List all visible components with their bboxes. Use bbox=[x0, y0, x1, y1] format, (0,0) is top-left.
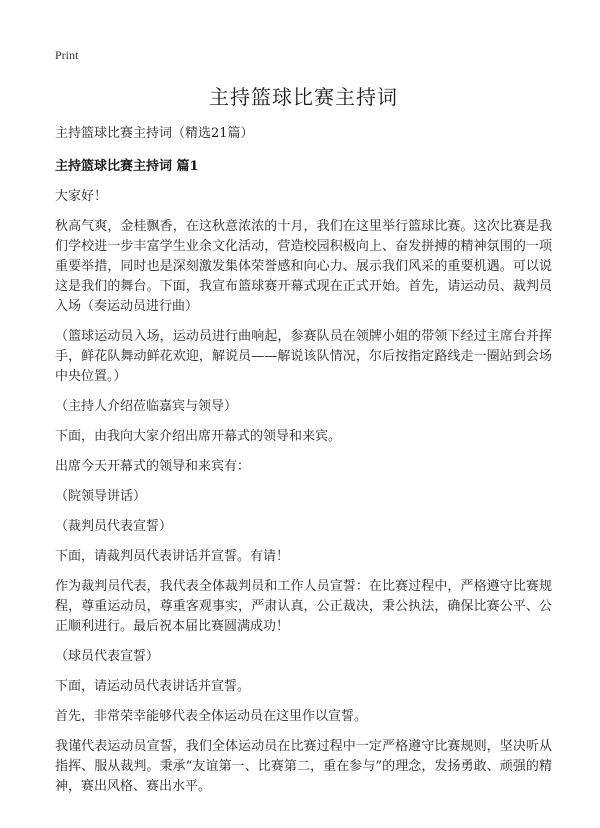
paragraph-host-introduction: （主持人介绍莅临嘉宾与领导） bbox=[55, 399, 238, 414]
document-subtitle: 主持篮球比赛主持词（精选21篇） bbox=[55, 126, 254, 141]
paragraph-player-honor: 首先，非常荣幸能够代表全体运动员在这里作以宣誓。 bbox=[55, 709, 368, 724]
paragraph-introduce-guests: 下面，由我向大家介绍出席开幕式的领导和来宾。 bbox=[55, 429, 342, 444]
paragraph-guest-list: 出席今天开幕式的领导和来宾有： bbox=[55, 459, 251, 474]
paragraph-referee-invite: 下面，请裁判员代表讲话并宣誓。有请！ bbox=[55, 549, 290, 564]
paragraph-player-oath-note: （球员代表宣誓） bbox=[55, 649, 160, 664]
paragraph-referee-oath-note: （裁判员代表宣誓） bbox=[55, 519, 173, 534]
paragraph-referee-oath: 作为裁判员代表，我代表全体裁判员和工作人员宣誓：在比赛过程中，严格遵守比赛规程，尊重运动员，尊重客观事实，严肃认真，公正裁决，秉公执法，确保比赛公平、公正顺利进行。最后祝本届比赛圆满成功！ bbox=[55, 579, 552, 634]
paragraph-opening: 秋高气爽，金桂飘香，在这秋意浓浓的十月，我们在这里举行篮球比赛。这次比赛是我们学校进一步丰富学生业余文化活动，营造校园积极向上、奋发拼搏的精神氛围的一项重要举措，同时也是深刻激发集体荣誉感和向心力、展示我们风采的重要机遇。可以说这是我们的舞台。下面，我宣布篮球赛开幕式现在正式开始。首先，请运动员、裁判员入场（奏运动员进行曲） bbox=[55, 219, 552, 314]
paragraph-greeting: 大家好！ bbox=[55, 189, 108, 204]
paragraph-leader-speech: （院领导讲话） bbox=[55, 489, 147, 504]
paragraph-athletes-entry: （篮球运动员入场，运动员进行曲响起，参赛队员在领牌小姐的带领下经过主席台并挥手，鲜花队舞动鲜花欢迎，解说员——解说该队情况，尔后按指定路线走一圈站到会场中央位置。） bbox=[55, 329, 552, 384]
page-title: 主持篮球比赛主持词 bbox=[209, 85, 398, 109]
print-link[interactable]: Print bbox=[55, 48, 79, 62]
paragraph-player-oath: 我谨代表运动员宣誓，我们全体运动员在比赛过程中一定严格遵守比赛规则，坚决听从指挥、服从裁判。秉承“友谊第一、比赛第二，重在参与”的理念，发扬勇敢、顽强的精神，赛出风格、赛出水平。 bbox=[55, 739, 552, 794]
paragraph-player-invite: 下面，请运动员代表讲话并宣誓。 bbox=[55, 679, 251, 694]
section-heading: 主持篮球比赛主持词 篇1 bbox=[55, 159, 199, 174]
